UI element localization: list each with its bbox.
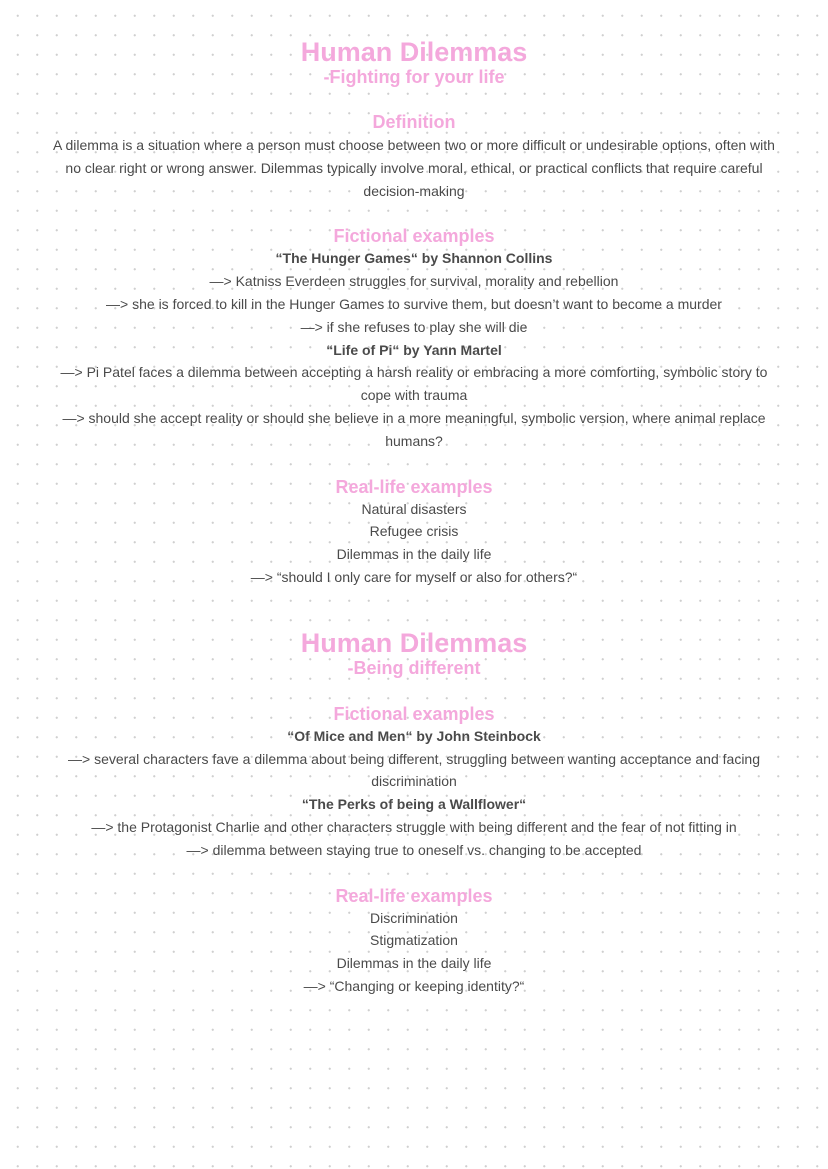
part2-title: Human Dilemmas bbox=[300, 627, 528, 658]
part2-fictional-heading: Fictional examples bbox=[333, 703, 495, 724]
definition-text: A dilemma is a situation where a person must choose between two or more difficult or undesirable options, often with no clear right or wrong answer. Dilemmas typically involve moral, ethical, or practical conflicts that require careful decision-making bbox=[53, 137, 775, 199]
reallife-item-natural-disasters: Natural disasters bbox=[361, 500, 467, 517]
book-title-perks-of-being-a-wallflower: “The Perks of being a Wallflower“ bbox=[301, 796, 527, 813]
part1-title: Human Dilemmas bbox=[300, 37, 528, 67]
book-title-of-mice-and-men: “Of Mice and Men“ by John Steinbock bbox=[287, 727, 541, 744]
reallife-item-stigmatization: Stigmatization bbox=[370, 932, 458, 949]
reallife-item-refugee-crisis: Refugee crisis bbox=[369, 523, 459, 540]
part2-subtitle: -Being different bbox=[347, 657, 481, 678]
perks-line-1: —> the Protagonist Charlie and other characters struggle with being different and the fear of not fitting in bbox=[91, 818, 737, 835]
reallife-item-daily-life-2: Dilemmas in the daily life bbox=[336, 955, 492, 972]
part1-reallife-heading: Real-life examples bbox=[335, 476, 493, 497]
part2-reallife-heading: Real-life examples bbox=[335, 885, 493, 906]
reallife-item-daily-life: Dilemmas in the daily life bbox=[336, 546, 492, 563]
reallife-item-discrimination: Discrimination bbox=[370, 909, 458, 926]
perks-line-2: —> dilemma between staying true to oneself vs. changing to be accepted bbox=[186, 841, 642, 858]
part1-fictional-heading: Fictional examples bbox=[333, 226, 495, 247]
definition-heading: Definition bbox=[372, 112, 456, 132]
of-mice-and-men-line-1: —> several characters fave a dilemma about being different, struggling between wanting acceptance and facing discrimination bbox=[68, 750, 760, 790]
part1-subtitle: -Fighting for your life bbox=[323, 67, 505, 87]
reallife-item-identity-question: —> “Changing or keeping identity?“ bbox=[303, 977, 525, 994]
life-of-pi-line-2: —> should she accept reality or should she believe in a more meaningful, symbolic version, where animal replace humans? bbox=[62, 409, 766, 449]
hunger-games-line-2: —> she is forced to kill in the Hunger Games to survive them, but doesn’t want to become a murder bbox=[106, 295, 722, 312]
book-title-life-of-pi: “Life of Pi“ by Yann Martel bbox=[326, 341, 502, 358]
book-title-hunger-games: “The Hunger Games“ by Shannon Collins bbox=[275, 250, 553, 267]
life-of-pi-line-1: —> Pi Patel faces a dilemma between accepting a harsh reality or embracing a more comforting, symbolic story to cope with trauma bbox=[60, 364, 768, 404]
hunger-games-line-3: —> if she refuses to play she will die bbox=[300, 318, 528, 335]
hunger-games-line-1: —> Katniss Everdeen struggles for survival, morality and rebellion bbox=[209, 273, 619, 290]
reallife-item-question: —> “should I only care for myself or also for others?“ bbox=[250, 568, 578, 585]
document-page bbox=[48, 0, 780, 998]
